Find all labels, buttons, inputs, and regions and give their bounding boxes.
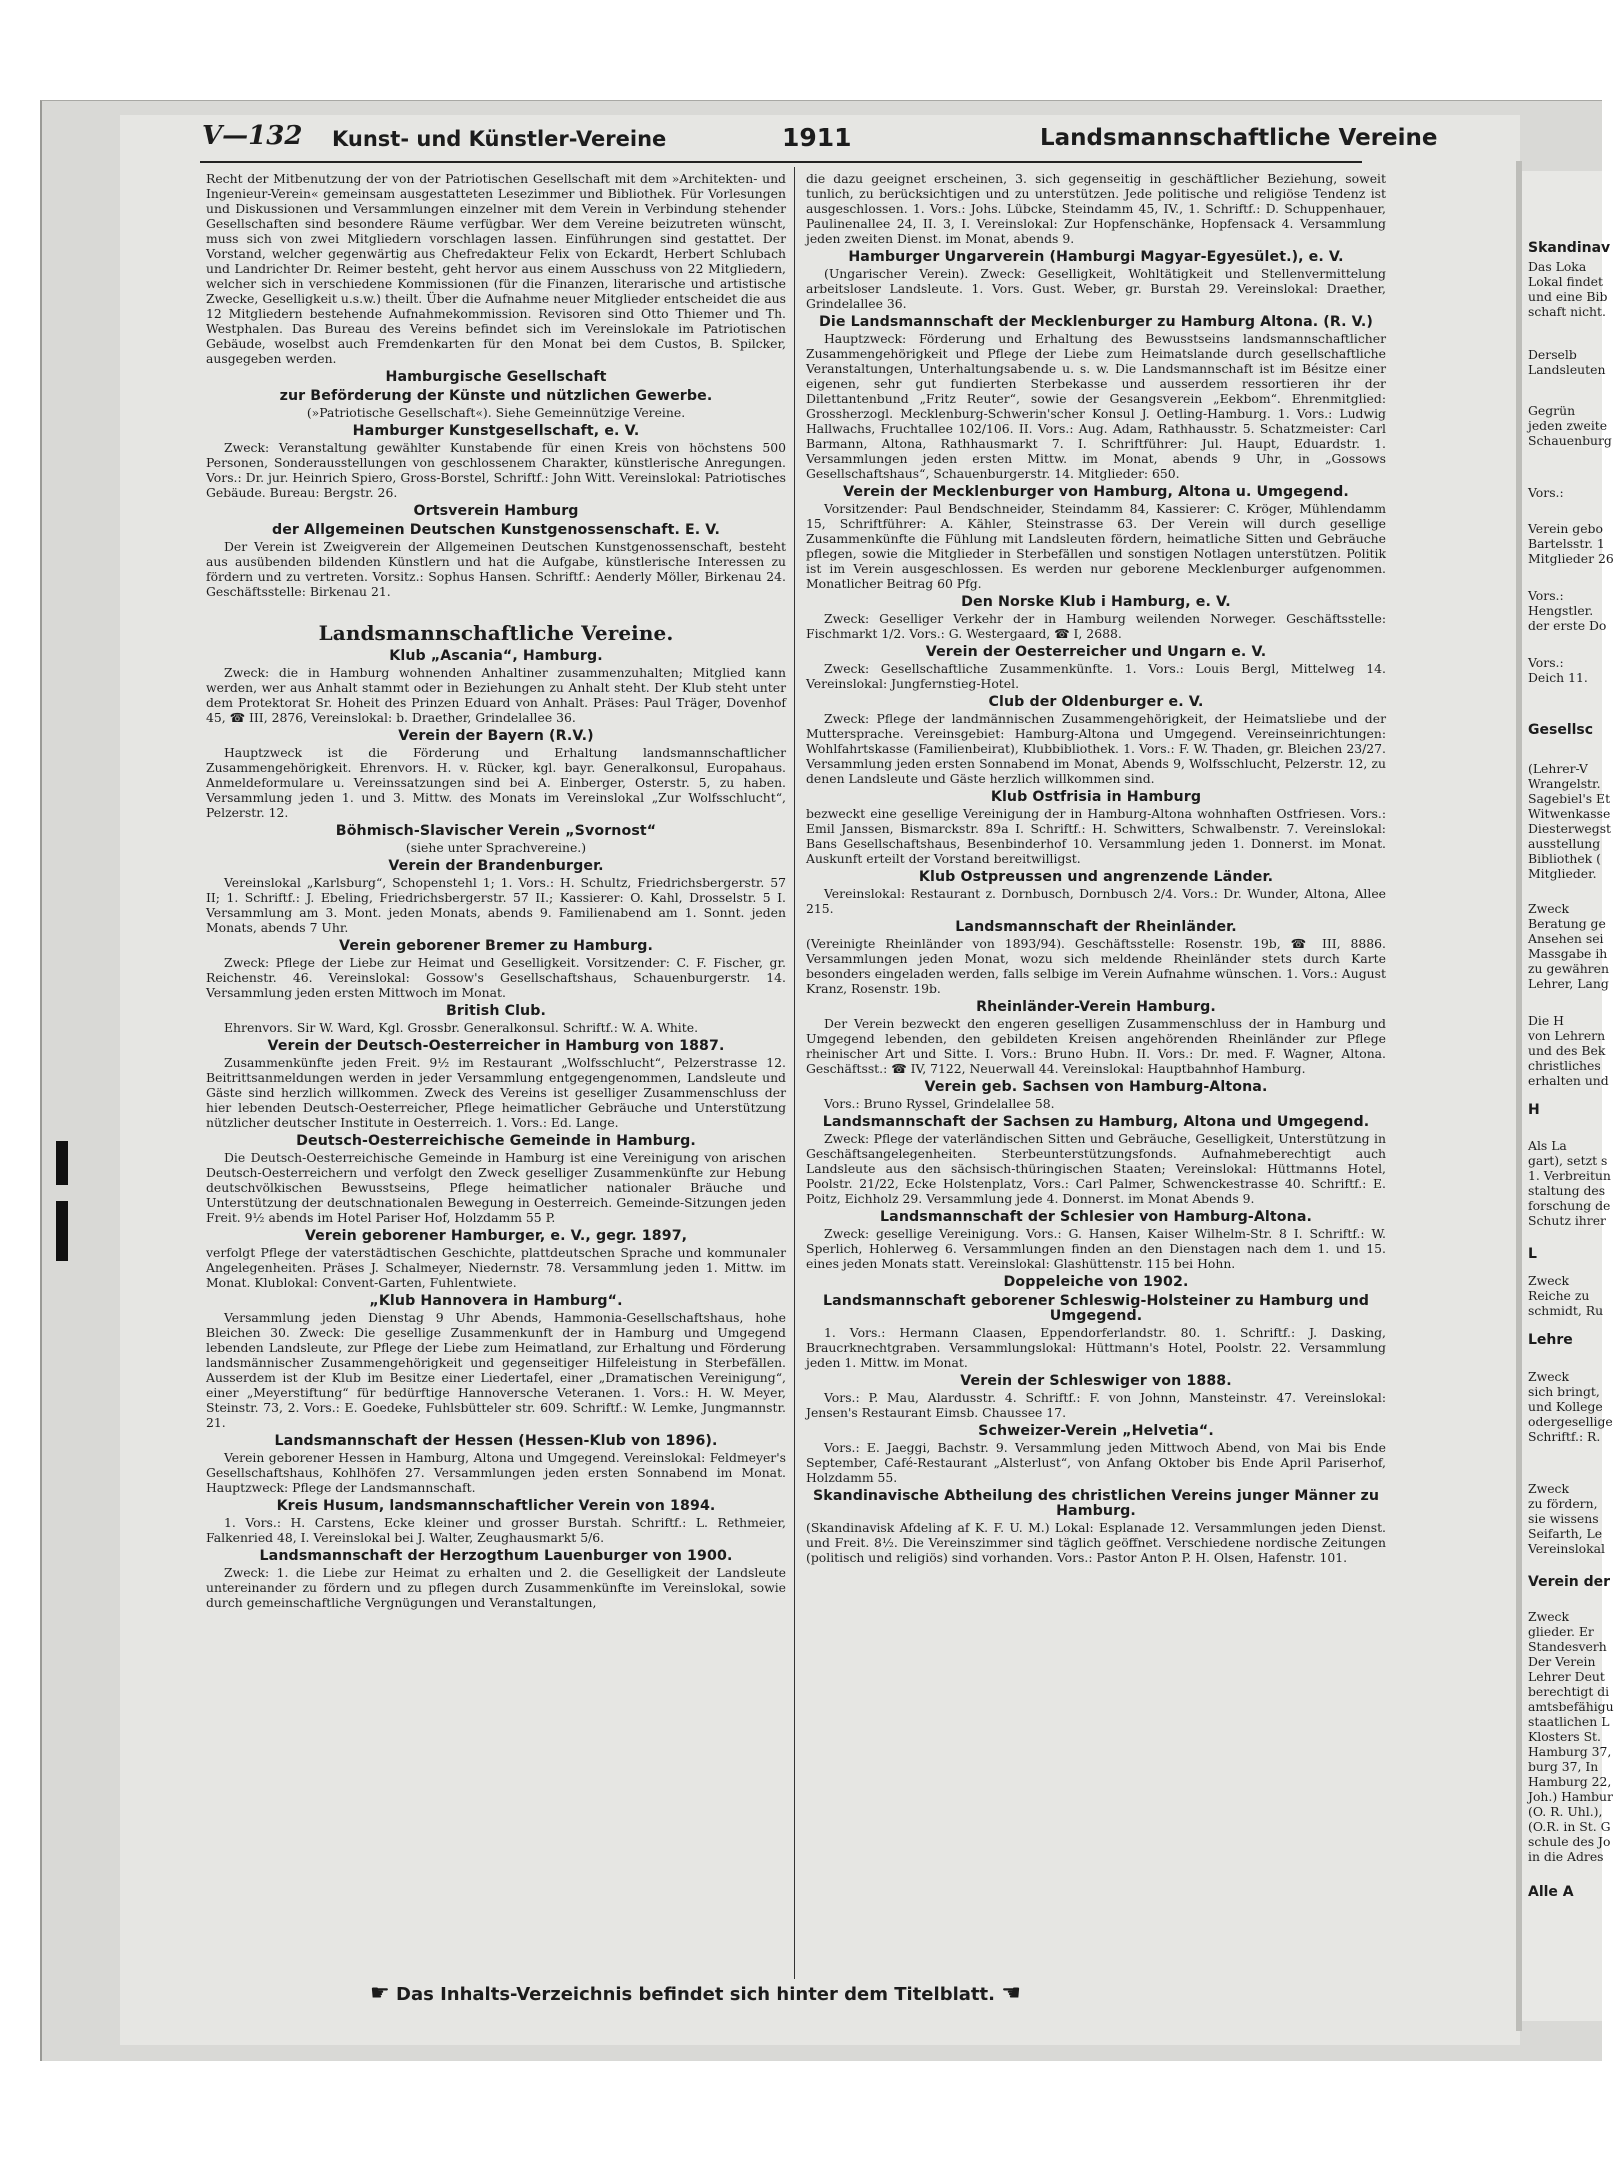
entry-heading: Klub „Ascania“, Hamburg. <box>389 648 603 664</box>
fragment-line: Wrangelstr. <box>1528 776 1601 791</box>
entry-heading: Die Landsmannschaft der Mecklenburger zu Hamburg Altona. (R. V.) <box>818 314 1374 330</box>
entry-text: Der Verein ist Zweigverein der Allgemeinen Deutschen Kunstgenossenschaft, besteht aus ausübenden bildenden Künstlern und hat die Aufgabe, künstlerische Interessen zu fördern und zu vertreten. Vorsitz.: Sophus Hansen. Schriftf.: Aenderly Möller, Birkenau 24. Geschäftsstelle: Birkenau 21. <box>206 539 786 599</box>
fragment-line: Hengstler. <box>1528 603 1594 618</box>
fragment-line: in die Adres <box>1528 1849 1604 1864</box>
entry-text: Der Verein bezweckt den engeren geselligen Zusammenschluss der in Hamburg und Umgegend lebenden, den gebildeten Kreisen angehörenden Rheinländer zur Pflege rheinischer Art und Sitte. I. Vors.: Bruno Hubn. II. Vors.: Dr. med. F. Wagner, Altona. Geschäftsst.: ☎ IV, 7122, Neuerwall 44. Vereinslokal: Hauptbahnhof Hamburg. <box>806 1016 1386 1076</box>
fragment-line: Zweck <box>1528 1609 1569 1624</box>
entry-heading: Hamburger Kunstgesellschaft, e. V. <box>352 423 640 439</box>
entry-heading: Den Norske Klub i Hamburg, e. V. <box>961 594 1231 610</box>
fragment-line: Skandinav <box>1528 240 1611 256</box>
fragment-line: Witwenkasse <box>1528 806 1611 821</box>
fragment-line: Gesellsc <box>1528 722 1594 738</box>
entry-text: 1. Vors.: H. Carstens, Ecke kleiner und grosser Burstah. Schriftf.: L. Rethmeier, Falkenried 48, I. Vereinslokal bei J. Walter, Zeughausmarkt 5/6. <box>206 1515 786 1545</box>
fragment-line: Deich 11. <box>1528 670 1588 685</box>
fragment-line: Lehrer Deut <box>1528 1669 1605 1684</box>
fragment-line: forschung de <box>1528 1198 1611 1213</box>
entry-heading: Landsmannschaft der Rheinländer. <box>955 919 1237 935</box>
left-column <box>206 171 786 1612</box>
fragment-line: Hamburg 22, <box>1528 1774 1612 1789</box>
entry-text: (Ungarischer Verein). Zweck: Geselligkeit, Wohltätigkeit und Stellenvermittelung arbeitsloser Landsleute. 1. Vors. Gust. Weber, gr. Burstah 29. Vereinslokal: Draether, Grindelallee 36. <box>806 266 1386 311</box>
fragment-line: Lehre <box>1528 1332 1573 1348</box>
fragment-line: Die H <box>1528 1013 1564 1028</box>
fragment-line: Lokal findet <box>1528 274 1603 289</box>
binding-mark <box>56 1201 68 1261</box>
fragment-line: Beratung ge <box>1528 916 1606 931</box>
fragment-line: sich bringt, <box>1528 1384 1600 1399</box>
entry-heading: Kreis Husum, landsmannschaftlicher Verein von 1894. <box>276 1498 716 1514</box>
fragment-line: Vors.: <box>1528 485 1564 500</box>
footer-text: Das Inhalts-Verzeichnis befindet sich hinter dem Titelblatt. <box>396 1984 995 2005</box>
entry-text: bezweckt eine gesellige Vereinigung der in Hamburg-Altona wohnhaften Ostfriesen. Vors.: Emil Janssen, Bismarckstr. 89a I. Schriftf.: H. Schwitters, Schwalbenstr. 7. Vereinslokal: Bans Gesellschaftshaus, Besenbinderhof 10. Versammlung jeden 1. Donnerst. im Monat. Auskunft erteilt der Vorstand bereitwilligst. <box>806 806 1386 866</box>
fragment-line: Standesverh <box>1528 1639 1607 1654</box>
entry-heading: Schweizer-Verein „Helvetia“. <box>978 1423 1214 1439</box>
footer-notice <box>370 1981 1021 2006</box>
entry-text: Zweck: gesellige Vereinigung. Vors.: G. Hansen, Kaiser Wilhelm-Str. 8 I. Schriftf.: W. Sperlich, Hohlerweg 6. Versammlungen finden an den Dienstagen nach dem 1. und 15. eines jeden Monats statt. Vereinslokal: Glashüttenstr. 115 bei Hohn. <box>806 1226 1386 1271</box>
fragment-line: von Lehrern <box>1528 1028 1606 1043</box>
entry-text: Zweck: 1. die Liebe zur Heimat zu erhalten und 2. die Geselligkeit der Landsleute untereinander zu fördern und zu pflegen durch Zusammenkünfte im Vereinslokal, sowie durch gemeinschaftliche Vergnügungen und Veranstaltungen, <box>206 1565 786 1610</box>
entry-heading: Verein der Oesterreicher und Ungarn e. V. <box>925 644 1267 660</box>
entry-text: Versammlung jeden Dienstag 9 Uhr Abends, Hammonia-Gesellschaftshaus, hohe Bleichen 30. Zweck: Die gesellige Zusammenkunft der in Hamburg und Umgegend lebenden Landsleute, zur Pflege der Liebe zum Heimatland, zur Erhaltung und Förderung landsmännischer Zusammengehörigkeit und gegenseitiger Hilfeleistung in Sterbefällen. Ausserdem ist der Klub im Besitze einer Liedertafel, einer „Dramatischen Vereinigung“, einer „Meyerstiftung“ für bedürftige Hannoversche Veteranen. 1. Vors.: H. W. Meyer, Steinstr. 73, 2. Vors.: E. Goedeke, Fuhlsbütteler str. 609. Schriftf.: W. Lemke, Jungmannstr. 21. <box>206 1310 786 1430</box>
fragment-line: Derselb <box>1528 347 1577 362</box>
fragment-line: Ansehen sei <box>1528 931 1604 946</box>
left-running-title: Kunst- und Künstler-Vereine <box>332 127 667 151</box>
fragment-line: (Lehrer-V <box>1528 761 1588 776</box>
fragment-line: christliches <box>1528 1058 1601 1073</box>
fragment-line: und Kollege <box>1528 1399 1603 1414</box>
fragment-line: Alle A <box>1528 1884 1574 1900</box>
fragment-line: jeden zweite <box>1528 418 1608 433</box>
fragment-line: schmidt, Ru <box>1528 1303 1604 1318</box>
next-page-fragment <box>1522 171 1614 2021</box>
fragment-line: der erste Do <box>1528 618 1607 633</box>
fragment-line: Mitglieder. <box>1528 866 1597 881</box>
entry-heading: Landsmannschaft der Schlesier von Hamburg-Altona. <box>880 1209 1312 1225</box>
fragment-line: gart), setzt s <box>1528 1153 1608 1168</box>
fragment-line: glieder. Er <box>1528 1624 1594 1639</box>
page-header <box>202 121 1438 161</box>
entry-heading: „Klub Hannovera in Hamburg“. <box>369 1293 623 1309</box>
entry-heading: Ortsverein Hamburg <box>413 503 579 519</box>
entry-heading: zur Beförderung der Künste und nützlichen Gewerbe. <box>279 388 713 404</box>
fragment-line: H <box>1528 1102 1540 1118</box>
document-page <box>120 115 1520 2045</box>
fragment-line: Zweck <box>1528 1369 1569 1384</box>
entry-text: Ehrenvors. Sir W. Ward, Kgl. Grossbr. Generalkonsul. Schriftf.: W. A. White. <box>224 1020 699 1035</box>
entry-text: die dazu geeignet erscheinen, 3. sich gegenseitig in geschäftlicher Beziehung, soweit tunlich, zu berücksichtigen und zu unterstützen. Jede politische und religiöse Tendenz ist ausgeschlossen. 1. Vors.: Johs. Lübcke, Steindamm 45, IV., 1. Schriftf.: D. Schuppenhauer, Paulinenallee 24, II. 3, I. Vereinslokal: Zur Hopfenschänke, Hopfensack 4. Versammlung jeden zweiten Dienst. im Monat, abends 9. <box>806 171 1386 246</box>
fragment-line: 1. Verbreitun <box>1528 1168 1611 1183</box>
fragment-line: schaft nicht. <box>1528 304 1606 319</box>
fragment-line: Der Verein <box>1528 1654 1596 1669</box>
entry-heading: Verein der Brandenburger. <box>388 858 604 874</box>
entry-text: (Skandinavisk Afdeling af K. F. U. M.) Lokal: Esplanade 12. Versammlungen jeden Dienst. und Freit. 8½. Die Vereinszimmer sind täglich geöffnet. Verschiedene nordische Zeitungen (politisch und religiös) sind vorhanden. Vors.: Pastor Anton P. H. Olsen, Hafenstr. 101. <box>806 1520 1386 1565</box>
scan-background <box>40 100 1614 2061</box>
fragment-line: Mitglieder 26 <box>1528 551 1614 566</box>
entry-text: Zweck: Geselliger Verkehr der in Hamburg weilenden Norweger. Geschäftsstelle: Fischmarkt 1/2. Vors.: G. Westergaard, ☎ I, 2688. <box>806 611 1386 641</box>
entry-text: Zusammenkünfte jeden Freit. 9½ im Restaurant „Wolfsschlucht“, Pelzerstrasse 12. Beitrittsanmeldungen werden in jeder Versammlung entgegengenommen, Landsleute und Gäste sind herzlich willkommen. Zweck des Vereins ist geselliger Zusammenschluss der hier lebenden Deutsch-Oesterreicher, Pflege heimatlicher Gebräuche und Unterstützung nützlicher deutscher Institute in Oesterreich. 1. Vors.: Ed. Lange. <box>206 1055 786 1130</box>
fragment-line: Zweck <box>1528 901 1569 916</box>
fragment-line: odergesellige <box>1528 1414 1613 1429</box>
fragment-line: zu fördern, <box>1528 1496 1598 1511</box>
entry-text: (Vereinigte Rheinländer von 1893/94). Geschäftsstelle: Rosenstr. 19b, ☎ III, 8886. Versammlungen jeden Monat, wozu sich meldende Rheinländer stets durch Karte besonders eingeladen werden, falls selbige im Verein Aufnahme wünschen. 1. Vors.: August Kranz, Rosenstr. 19b. <box>806 936 1386 996</box>
fragment-line: staltung des <box>1528 1183 1606 1198</box>
fragment-line: und des Bek <box>1528 1043 1606 1058</box>
pointing-hand-icon: ☚ <box>1001 1981 1021 2006</box>
fragment-line: Bartelsstr. 1 <box>1528 536 1605 551</box>
binding-mark <box>56 1141 68 1185</box>
fragment-line: Zweck <box>1528 1481 1569 1496</box>
entry-heading: Landsmannschaft der Herzogthum Lauenburger von 1900. <box>259 1548 733 1564</box>
pointing-hand-icon: ☛ <box>370 1981 390 2006</box>
entry-heading: der Allgemeinen Deutschen Kunstgenossenschaft. E. V. <box>271 522 721 538</box>
entry-heading: Verein der Bayern (R.V.) <box>398 728 594 744</box>
fragment-line: (O. R. Uhl.), <box>1528 1804 1603 1819</box>
fragment-line: Landsleuten <box>1528 362 1606 377</box>
entry-text: Verein geborener Hessen in Hamburg, Altona und Umgegend. Vereinslokal: Feldmeyer's Gesellschaftshaus, Kohlhöfen 27. Versammlungen jeden ersten Sonnabend im Monat. Hauptzweck: Pflege der Landsmannschaft. <box>206 1450 786 1495</box>
entry-text: Hauptzweck ist die Förderung und Erhaltung landsmannschaftlicher Zusammengehörigkeit. Ehrenvors. H. v. Rücker, kgl. bayr. Generalkonsul, Europahaus. Anmeldeformulare u. Vereinssatzungen sind bei A. Einberger, Osterstr. 5, zu haben. Versammlung jeden 1. und 3. Mittw. des Monats im Vereinslokal „Zur Wolfsschlucht“, Pelzerstr. 12. <box>206 745 786 820</box>
fragment-line: Bibliothek ( <box>1528 851 1601 866</box>
entry-heading: Verein geborener Hamburger, e. V., gegr. 1897, <box>304 1228 688 1244</box>
entry-text: Vereinslokal „Karlsburg“, Schopenstehl 1; 1. Vors.: H. Schultz, Friedrichsbergerstr. 57 II; 1. Schriftf.: J. Ebeling, Friedrichsbergerstr. 57 II.; Kassierer: O. Kahl, Drosselstr. 5 I. Versammlung am 3. Mont. jeden Monats, abends 9. Familienabend am 1. Sonnt. jeden Monats, abends 7 Uhr. <box>206 875 786 935</box>
fragment-line: Vereinslokal <box>1528 1541 1605 1556</box>
entry-text: verfolgt Pflege der vaterstädtischen Geschichte, plattdeutschen Sprache und kommunaler Angelegenheiten. Präses J. Schalmeyer, Niedernstr. 78. Versammlung jeden 1. Mittw. im Monat. Klublokal: Convent-Garten, Fuhlentwiete. <box>206 1245 786 1290</box>
fragment-line: ausstellung <box>1528 836 1601 851</box>
header-rule <box>200 161 1362 163</box>
entry-heading: Verein geb. Sachsen von Hamburg-Altona. <box>924 1079 1268 1095</box>
entry-heading: Verein der Mecklenburger von Hamburg, Altona u. Umgegend. <box>843 484 1349 500</box>
entry-text: Zweck: Pflege der landmännischen Zusammengehörigkeit, der Heimatsliebe und der Muttersprache. Vereinsgebiet: Hamburg-Altona und Umgegend. Vereinseinrichtungen: Wohlfahrtskasse (Familienbeirat), Klubbibliothek. 1. Vors.: F. W. Thaden, gr. Bleichen 23/27. Versammlung jeden ersten Sonnabend im Monat, Abends 9, Wolfsschlucht, Pelzerstr. 12, zu denen Landsleute und Gäste herzlich willkommen sind. <box>806 711 1386 786</box>
middle-column <box>806 171 1386 1567</box>
entry-heading: Hamburgische Gesellschaft <box>385 369 607 385</box>
fragment-line: (O.R. in St. G <box>1528 1819 1611 1834</box>
fragment-line: Schriftf.: R. <box>1528 1429 1601 1444</box>
entry-text: Vors.: P. Mau, Alardusstr. 4. Schriftf.: F. von Johnn, Mansteinstr. 47. Vereinslokal: Jensen's Restaurant Eimsb. Chaussee 17. <box>806 1390 1386 1420</box>
entry-heading: Skandinavische Abtheilung des christlichen Vereins junger Männer zu Hamburg. <box>812 1488 1380 1519</box>
entry-text: Zweck: die in Hamburg wohnenden Anhaltiner zusammenzuhalten; Mitglied kann werden, wer aus Anhalt stammt oder in Beziehungen zu Anhalt steht. Der Klub steht unter dem Protektorat Sr. Hoheit des Prinzen Eduard von Anhalt. Präses: Paul Träger, Dovenhof 45, ☎ III, 2876, Vereinslokal: b. Draether, Grindelallee 36. <box>206 665 786 725</box>
fragment-line: Klosters St. <box>1528 1729 1601 1744</box>
entry-text: Hauptzweck: Förderung und Erhaltung des Bewusstseins landsmannschaftlicher Zusammengehörigkeit und Pflege der Liebe zum Heimatslande durch gesellschaftliche Veranstaltungen, Unterhaltungsabende u. s. w. Die Landsmannschaft ist im Bésitze einer eigenen, sehr gut fundierten Sterbekasse und ausserdem ressortieren ihr der Dilettantenbund „Fritz Reuter“, sowie der Gesangsverein „Eekbom“. Ehrenmitglied: Grossherzogl. Mecklenburg-Schwerin'scher Konsul J. Oetling-Hamburg. 1. Vors.: Ludwig Hallwachs, Fruchtallee 102/106. II. Vors.: Aug. Adam, Rathhausstr. 5. Schatzmeister: Carl Barmann, Altona, Rathhausmarkt 7. I. Schriftführer: Jul. Haupt, Eduardstr. 1. Versammlungen jeden ersten Mittw. im Monat, abends 9 Uhr, in „Gossows Gesellschaftshaus“, Schauenburgerstr. 14. Mitglieder: 650. <box>806 331 1386 481</box>
entry-text: Zweck: Pflege der vaterländischen Sitten und Gebräuche, Geselligkeit, Unterstützung in Geschäftsangelegenheiten. Sterbeunterstützungsfonds. Aufnahmeberechtigt auch Landsleute aus den sächsisch-thüringischen Staaten; Vereinslokal: Hüttmanns Hotel, Poolstr. 21/22, Ecke Holstenplatz, Vors.: Carl Palmer, Schwenckestrasse 40. Schriftf.: E. Poitz, Eichholz 29. Versammlung jede 4. Donnerst. im Monat Abends 9. <box>806 1131 1386 1206</box>
section-title: Landsmannschaftliche Vereine. <box>318 621 674 645</box>
entry-text: Vorsitzender: Paul Bendschneider, Steindamm 84, Kassierer: C. Kröger, Mühlendamm 15, Schriftführer: A. Kähler, Steinstrasse 63. Der Verein will durch gesellige Zusammenkünfte die Fühlung mit Landsleuten fördern, heimatliche Sitten und Gebräuche pflegen, sowie die Mitglieder in Sterbefällen und sonstigen Notlagen unterstützen. Politik ist im Verein ausgeschlossen. Es werden nur geborene Mecklenburger aufgenommen. Monatlicher Beitrag 60 Pfg. <box>806 501 1386 591</box>
fragment-line: Gegrün <box>1528 403 1576 418</box>
entry-heading: Verein der Deutsch-Oesterreicher in Hamburg von 1887. <box>267 1038 725 1054</box>
entry-heading: British Club. <box>445 1003 547 1019</box>
fragment-line: Verein der <box>1528 1574 1611 1590</box>
fragment-line: sie wissens <box>1528 1511 1599 1526</box>
fragment-line: Reiche zu <box>1528 1288 1590 1303</box>
fragment-line: schule des Jo <box>1528 1834 1611 1849</box>
entry-text: Vors.: Bruno Ryssel, Grindelallee 58. <box>824 1096 1055 1111</box>
fragment-line: Diesterwegst <box>1528 821 1612 836</box>
entry-note: (»Patriotische Gesellschaft«). Siehe Gemeinnützige Vereine. <box>306 405 686 420</box>
right-running-title: Landsmannschaftliche Vereine <box>1040 125 1438 151</box>
fragment-line: Sagebiel's Et <box>1528 791 1611 806</box>
entry-note: (siehe unter Sprachvereine.) <box>405 840 587 855</box>
entry-heading: Landsmannschaft der Sachsen zu Hamburg, Altona und Umgegend. <box>822 1114 1370 1130</box>
entry-text: Vereinslokal: Restaurant z. Dornbusch, Dornbusch 2/4. Vors.: Dr. Wunder, Altona, Allee 215. <box>806 886 1386 916</box>
entry-heading: Landsmannschaft der Hessen (Hessen-Klub von 1896). <box>274 1433 718 1449</box>
entry-heading: Verein der Schleswiger von 1888. <box>960 1373 1232 1389</box>
fragment-line: amtsbefähigu <box>1528 1699 1614 1714</box>
entry-text: Zweck: Veranstaltung gewählter Kunstabende für einen Kreis von höchstens 500 Personen, Sonderausstellungen von geschlossenem Charakter, künstlerische Anregungen. Vors.: Dr. jur. Heinrich Spiero, Gross-Borstel, Schriftf.: John Witt. Vereinslokal: Patriotisches Gebäude. Bureau: Bergstr. 26. <box>206 440 786 500</box>
entry-text: Vors.: E. Jaeggi, Bachstr. 9. Versammlung jeden Mittwoch Abend, von Mai bis Ende September, Café-Restaurant „Alsterlust“, von Anfang Oktober bis Ende April Pariserhof, Holzdamm 55. <box>806 1440 1386 1485</box>
fragment-line: berechtigt di <box>1528 1684 1610 1699</box>
entry-heading: Landsmannschaft geborener Schleswig-Holsteiner zu Hamburg und Umgegend. <box>822 1293 1370 1324</box>
fragment-line: Zweck <box>1528 1273 1569 1288</box>
fragment-line: Schutz ihrer <box>1528 1213 1606 1228</box>
entry-heading: Verein geborener Bremer zu Hamburg. <box>339 938 653 954</box>
entry-text: Zweck: Gesellschaftliche Zusammenkünfte. 1. Vors.: Louis Bergl, Mittelweg 14. Vereinslokal: Jungfernstieg-Hotel. <box>806 661 1386 691</box>
fragment-line: und eine Bib <box>1528 289 1608 304</box>
fragment-line: zu gewähren <box>1528 961 1609 976</box>
fragment-line: Vors.: <box>1528 588 1564 603</box>
entry-heading: Klub Ostpreussen und angrenzende Länder. <box>918 869 1274 885</box>
entry-text: 1. Vors.: Hermann Claasen, Eppendorferlandstr. 80. 1. Schriftf.: J. Dasking, Braucrknechtgraben. Versammlungslokal: Hüttmann's Hotel, Poolstr. 22. Versammlung jeden 1. Mittw. im Monat. <box>806 1325 1386 1370</box>
fragment-line: Als La <box>1528 1138 1567 1153</box>
column-divider <box>794 167 795 1979</box>
entry-heading: Club der Oldenburger e. V. <box>988 694 1204 710</box>
fragment-line: Hamburg 37, <box>1528 1744 1612 1759</box>
fragment-line: Joh.) Hambur <box>1528 1789 1613 1804</box>
entry-text: Zweck: Pflege der Liebe zur Heimat und Geselligkeit. Vorsitzender: C. F. Fischer, gr. Reichenstr. 46. Vereinslokal: Gossow's Gesellschaftshaus, Schauenburgerstr. 14. Versammlung jeden ersten Mittwoch im Monat. <box>206 955 786 1000</box>
fragment-line: erhalten und <box>1528 1073 1609 1088</box>
fragment-line: staatlichen L <box>1528 1714 1610 1729</box>
fragment-line: Verein gebo <box>1528 521 1603 536</box>
fragment-line: Schauenburg <box>1528 433 1612 448</box>
page-number: V—132 <box>202 121 303 151</box>
fragment-line: Vors.: <box>1528 655 1564 670</box>
entry-heading: Böhmisch-Slavischer Verein „Svornost“ <box>335 823 657 839</box>
entry-text: Recht der Mitbenutzung der von der Patriotischen Gesellschaft mit dem »Architekten- und Ingenieur-Verein« gemeinsam ausgestatteten Lesezimmer und Bibliothek. Für Vorlesungen und Diskussionen und Versammlungen einzelner mit dem Verein in Verbindung stehender Gesellschaften sind besondere Räume verfügbar. Wer dem Vereine beizutreten wünscht, muss sich von zwei Mitgliedern vorschlagen lassen. Einführungen sind gestattet. Der Vorstand, welcher gegenwärtig aus Chefredakteur Felix von Eckardt, Herbert Schlubach und Landrichter Dr. Reimer besteht, geht hervor aus einem Ausschuss von 22 Mitgliedern, welcher sich in verschiedene Kommissionen (für die Finanzen, literarische und artistische Zwecke, Geselligkeit u.s.w.) theilt. Über die Aufnahme neuer Mitglieder entscheidet die aus 12 Mitgliedern bestehende Aufnahmekommission. Revisoren sind Otto Thiemer und Th. Westphalen. Das Bureau des Vereins befindet sich im Vereinslokale im Patriotischen Gebäude, woselbst auch Fremdenkarten für den Monat bei dem Custos, B. Spilcker, ausgegeben werden. <box>206 171 786 366</box>
fragment-line: burg 37, In <box>1528 1759 1599 1774</box>
entry-heading: Deutsch-Oesterreichische Gemeinde in Hamburg. <box>296 1133 696 1149</box>
year: 1911 <box>782 123 852 152</box>
fragment-line: Lehrer, Lang <box>1528 976 1609 991</box>
fragment-line: Das Loka <box>1528 259 1587 274</box>
fragment-line: Massgabe ih <box>1528 946 1608 961</box>
fragment-line: Seifarth, Le <box>1528 1526 1603 1541</box>
fragment-line: L <box>1528 1246 1537 1262</box>
entry-text: Die Deutsch-Oesterreichische Gemeinde in Hamburg ist eine Vereinigung von arischen Deutsch-Oesterreichern und verfolgt den Zweck geselliger Zusammenkünfte zur Hebung deutschvölkischen Bewusstseins, Pflege heimatlicher nationaler Bräuche und Unterstützung der deutschnationalen Bewegung in Oesterreich. Gemeinde-Sitzungen jeden Freit. 9½ abends im Hotel Pariser Hof, Holzdamm 55 P. <box>206 1150 786 1225</box>
entry-heading: Rheinländer-Verein Hamburg. <box>976 999 1216 1015</box>
entry-heading: Hamburger Ungarverein (Hamburgi Magyar-Egyesület.), e. V. <box>848 249 1344 265</box>
entry-heading: Doppeleiche von 1902. <box>1003 1274 1189 1290</box>
entry-heading: Klub Ostfrisia in Hamburg <box>990 789 1202 805</box>
